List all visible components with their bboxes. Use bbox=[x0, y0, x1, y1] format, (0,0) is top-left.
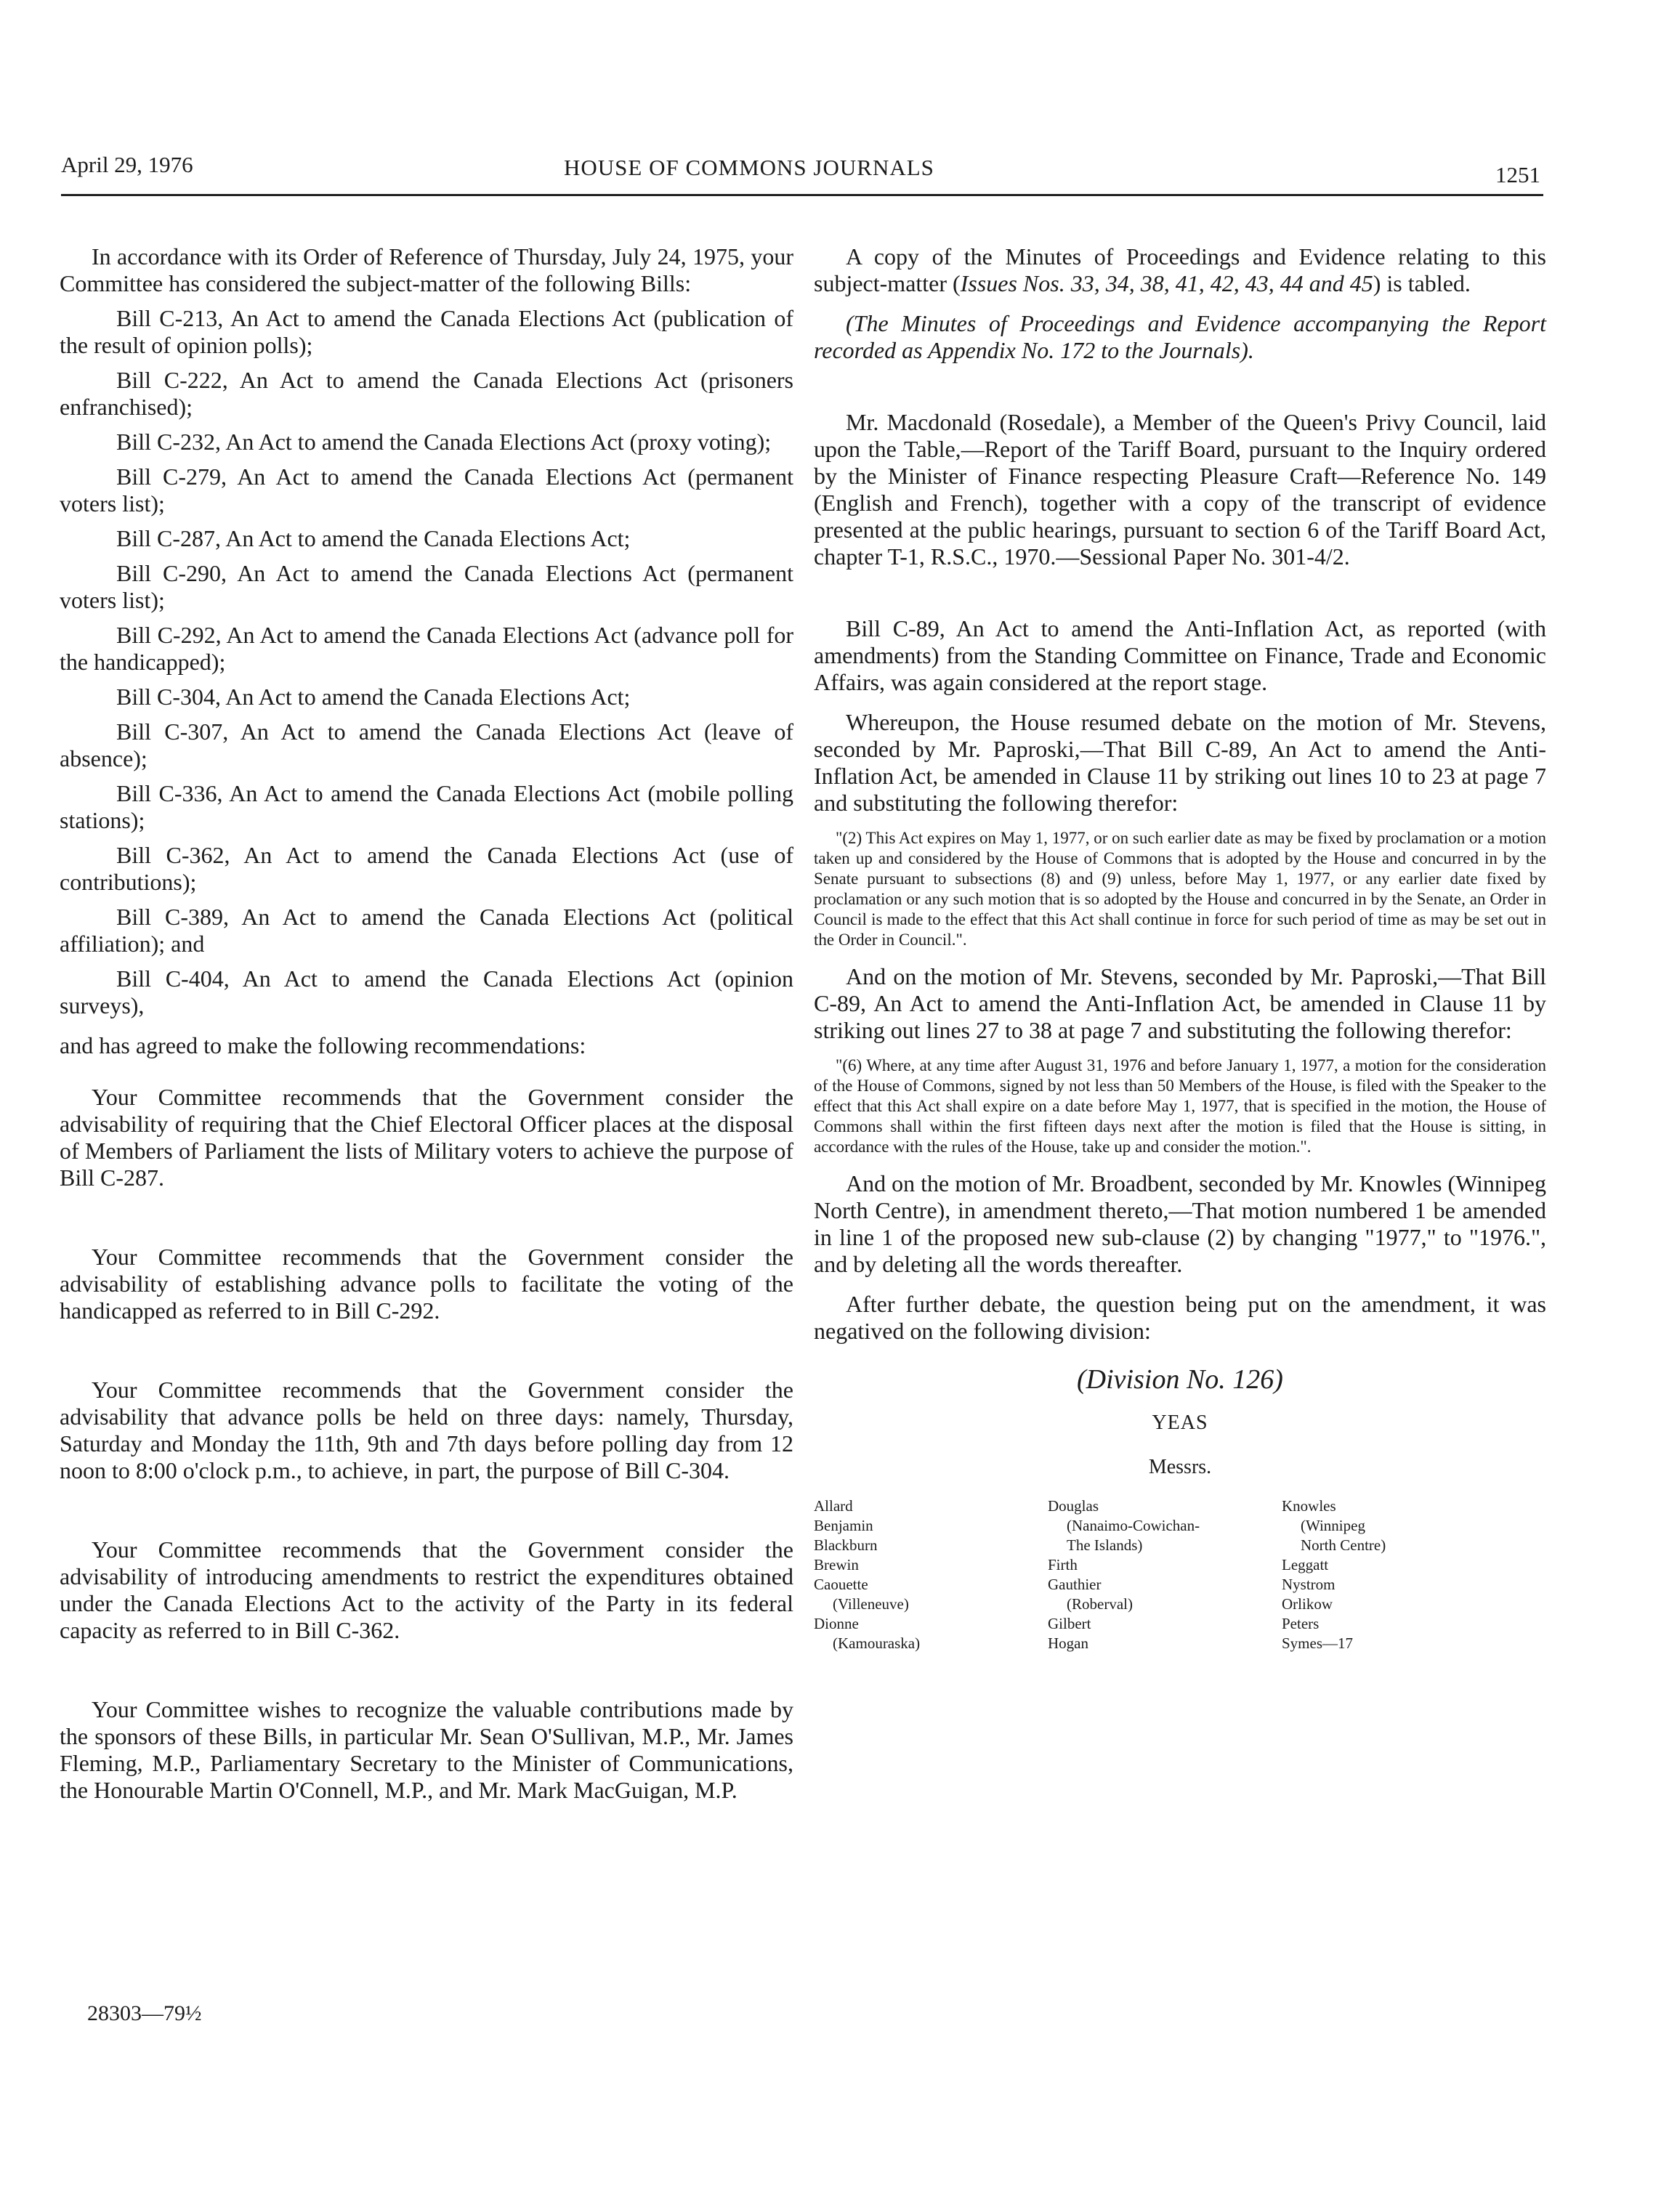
recommendation-paragraph: Your Committee recommends that the Government consider the advisability of requiring that the Chief Electoral Officer places at the disposal of Members of Parliament the lists of Military voters to achieve the purpose of Bill C-287. bbox=[60, 1084, 793, 1191]
member-riding: (Nanaimo-Cowichan- bbox=[1067, 1517, 1200, 1534]
member-name: Nystrom bbox=[1282, 1576, 1335, 1593]
member-riding: (Kamouraska) bbox=[833, 1634, 921, 1652]
bill-item: Bill C-304, An Act to amend the Canada Elections Act; bbox=[116, 684, 631, 710]
member-name: Peters bbox=[1282, 1615, 1320, 1632]
member-name: Caouette bbox=[814, 1576, 868, 1593]
member-name: Knowles bbox=[1282, 1497, 1336, 1515]
appendix-note bbox=[814, 310, 1546, 364]
member-name: Firth bbox=[1048, 1556, 1078, 1573]
print-code: 28303—79½ bbox=[87, 2001, 202, 2025]
whereupon-paragraph: Whereupon, the House resumed debate on the motion of Mr. Stevens, seconded by Mr. Paproski,—That Bill C-89, An Act to amend the Anti-Inflation Act, be amended in Clause 11 by striking out lines 10 to 23 at page 7 and substituting the following therefor: bbox=[814, 709, 1546, 816]
after-debate-paragraph: After further debate, the question being put on the amendment, it was negatived on the following division: bbox=[814, 1291, 1546, 1344]
member-name: Orlikow bbox=[1282, 1595, 1333, 1613]
left-column bbox=[60, 243, 793, 1804]
broadbent-motion-paragraph: And on the motion of Mr. Broadbent, seconded by Mr. Knowles (Winnipeg North Centre), in amendment thereto,—That motion numbered 1 be amended in line 1 of the proposed new sub-clause (2) by changing "1977," to "1976.", and by deleting all the words thereafter. bbox=[814, 1170, 1546, 1277]
quoted-subclause-2: "(2) This Act expires on May 1, 1977, or on such earlier date as may be fixed by proclamation or a motion taken up and considered by the House of Commons that is adopted by the House and concurred in by the Senate pursuant to subsections (8) and (9) unless, before May 1, 1977, or any earlier date fixed by proclamation or any such motion that is so adopted by the House and concurred in by the Senate, an Order in Council is made to the effect that this Act shall continue in force for such period of time as may be set out in the Order in Council.". bbox=[814, 829, 1546, 949]
recommendation-paragraph: Your Committee recommends that the Government consider the advisability that advance polls be held on three days: namely, Thursday, Saturday and Monday the 11th, 9th and 7th days before polling day from 12 noon to 8:00 o'clock p.m., to achieve, in part, the purpose of Bill C-304. bbox=[60, 1377, 793, 1483]
member-riding: (Villeneuve) bbox=[833, 1595, 909, 1613]
text-run: to the Journals). bbox=[1095, 337, 1254, 363]
acknowledgement-paragraph: Your Committee wishes to recognize the valuable contributions made by the sponsors of these Bills, in particular Mr. Sean O'Sullivan, M.P., Mr. James Fleming, M.P., Parliamentary Secretary to the Minister of Communications, the Honourable Martin O'Connell, M.P., and Mr. Mark MacGuigan, M.P. bbox=[60, 1696, 793, 1803]
member-name: Dionne bbox=[814, 1615, 859, 1632]
recommendation-paragraph: Your Committee recommends that the Government consider the advisability of establishing advance polls to facilitate the voting of the handicapped as referred to in Bill C-292. bbox=[60, 1244, 793, 1324]
member-name: Leggatt bbox=[1282, 1556, 1329, 1573]
yeas-heading: YEAS bbox=[1152, 1411, 1208, 1434]
member-name: Douglas bbox=[1048, 1497, 1099, 1515]
recommendation-paragraph: Your Committee recommends that the Government consider the advisability of introducing amendments to restrict the expenditures obtained under the Canada Elections Act to the activity of the Party in its federal capacity as referred to in Bill C-362. bbox=[60, 1536, 793, 1643]
names-column-2 bbox=[1048, 1496, 1282, 1653]
text-run: ) is tabled. bbox=[1373, 270, 1471, 296]
bill-c89-paragraph: Bill C-89, An Act to amend the Anti-Inflation Act, as reported (with amendments) from the Standing Committee on Finance, Trade and Economic Affairs, was again considered at the report stage. bbox=[814, 615, 1546, 695]
macdonald-paragraph: Mr. Macdonald (Rosedale), a Member of the Queen's Privy Council, laid upon the Table,—Report of the Tariff Board, pursuant to the Inquiry ordered by the Minister of Finance respecting Pleasure Craft—Reference No. 149 (English and French), together with a copy of the transcript of evidence presented at the public hearings, pursuant to section 6 of the Tariff Board Act, chapter T-1, R.S.C., 1970.—Sessional Paper No. 301-4/2. bbox=[814, 409, 1546, 570]
member-name: Hogan bbox=[1048, 1634, 1088, 1652]
header-title: HOUSE OF COMMONS JOURNALS bbox=[564, 155, 934, 180]
member-name: Blackburn bbox=[814, 1536, 878, 1554]
agreed-paragraph: and has agreed to make the following recommendations: bbox=[60, 1032, 586, 1058]
member-name: Gilbert bbox=[1048, 1615, 1091, 1632]
header-date: April 29, 1976 bbox=[61, 152, 193, 177]
member-riding: (Roberval) bbox=[1067, 1595, 1133, 1613]
bill-item: Bill C-362, An Act to amend the Canada Elections Act (use of contributions); bbox=[60, 842, 793, 895]
names-column-1 bbox=[814, 1496, 1048, 1653]
stevens-motion-paragraph: And on the motion of Mr. Stevens, seconded by Mr. Paproski,—That Bill C-89, An Act to amend the Anti-Inflation Act, be amended in Clause 11 by striking out lines 27 to 38 at page 7 and substituting the following therefor: bbox=[814, 963, 1546, 1043]
bill-item: Bill C-389, An Act to amend the Canada Elections Act (political affiliation); and bbox=[60, 904, 793, 957]
bill-item: Bill C-279, An Act to amend the Canada Elections Act (permanent voters list); bbox=[60, 463, 793, 516]
member-name: Allard bbox=[814, 1497, 853, 1515]
bill-item: Bill C-336, An Act to amend the Canada Elections Act (mobile polling stations); bbox=[60, 780, 793, 833]
page-header bbox=[61, 149, 1543, 196]
quoted-subclause-6: "(6) Where, at any time after August 31, 1976 and before January 1, 1977, a motion for the consideration of the House of Commons, signed by not less than 50 Members of the House, is filed with the Speaker to the effect that this Act shall expire on a date before May 1, 1977, that is specified in the motion, the House of Commons shall within the first fifteen days next after the motion is filed that the House is sitting, in accordance with the rules of the House, take up and consider the motion.". bbox=[814, 1056, 1546, 1156]
member-riding: North Centre) bbox=[1301, 1536, 1386, 1554]
vote-total: Symes—17 bbox=[1282, 1634, 1354, 1652]
bill-item: Bill C-290, An Act to amend the Canada Elections Act (permanent voters list); bbox=[60, 560, 793, 613]
right-column bbox=[814, 243, 1546, 1653]
minutes-copy-paragraph bbox=[814, 243, 1546, 297]
bill-item: Bill C-307, An Act to amend the Canada Elections Act (leave of absence); bbox=[60, 718, 793, 771]
member-riding: (Winnipeg bbox=[1301, 1517, 1365, 1534]
bill-item: Bill C-232, An Act to amend the Canada Elections Act (proxy voting); bbox=[116, 429, 772, 455]
bill-item: Bill C-213, An Act to amend the Canada Elections Act (publication of the result of opinion polls); bbox=[60, 305, 793, 358]
bill-item: Bill C-222, An Act to amend the Canada Elections Act (prisoners enfranchised); bbox=[60, 367, 793, 420]
issues-list: Issues Nos. 33, 34, 38, 41, 42, 43, 44 and 45 bbox=[960, 270, 1373, 296]
intro-paragraph: In accordance with its Order of Reference of Thursday, July 24, 1975, your Committee has considered the subject-matter of the following Bills: bbox=[60, 243, 793, 296]
member-name: Benjamin bbox=[814, 1517, 873, 1534]
text-run: (The Minutes of Proceedings and Evidence accompanying the Report recorded as bbox=[814, 310, 1546, 363]
division-heading: (Division No. 126) bbox=[1077, 1364, 1283, 1395]
bill-item: Bill C-404, An Act to amend the Canada Elections Act (opinion surveys), bbox=[60, 965, 793, 1018]
yeas-names-list bbox=[814, 1496, 1546, 1653]
member-name: Brewin bbox=[814, 1556, 859, 1573]
page-number: 1251 bbox=[1495, 162, 1540, 187]
messrs-heading: Messrs. bbox=[1148, 1456, 1212, 1478]
text-run: A copy of the Minutes of Proceedings and Evidence relating to this subject-matter ( bbox=[814, 243, 1546, 296]
member-riding: The Islands) bbox=[1067, 1536, 1143, 1554]
bill-item: Bill C-287, An Act to amend the Canada Elections Act; bbox=[116, 525, 631, 551]
bill-item: Bill C-292, An Act to amend the Canada Elections Act (advance poll for the handicapped); bbox=[60, 622, 793, 675]
appendix-reference: Appendix No. 172 bbox=[928, 337, 1096, 363]
names-column-3 bbox=[1282, 1496, 1516, 1653]
member-name: Gauthier bbox=[1048, 1576, 1102, 1593]
